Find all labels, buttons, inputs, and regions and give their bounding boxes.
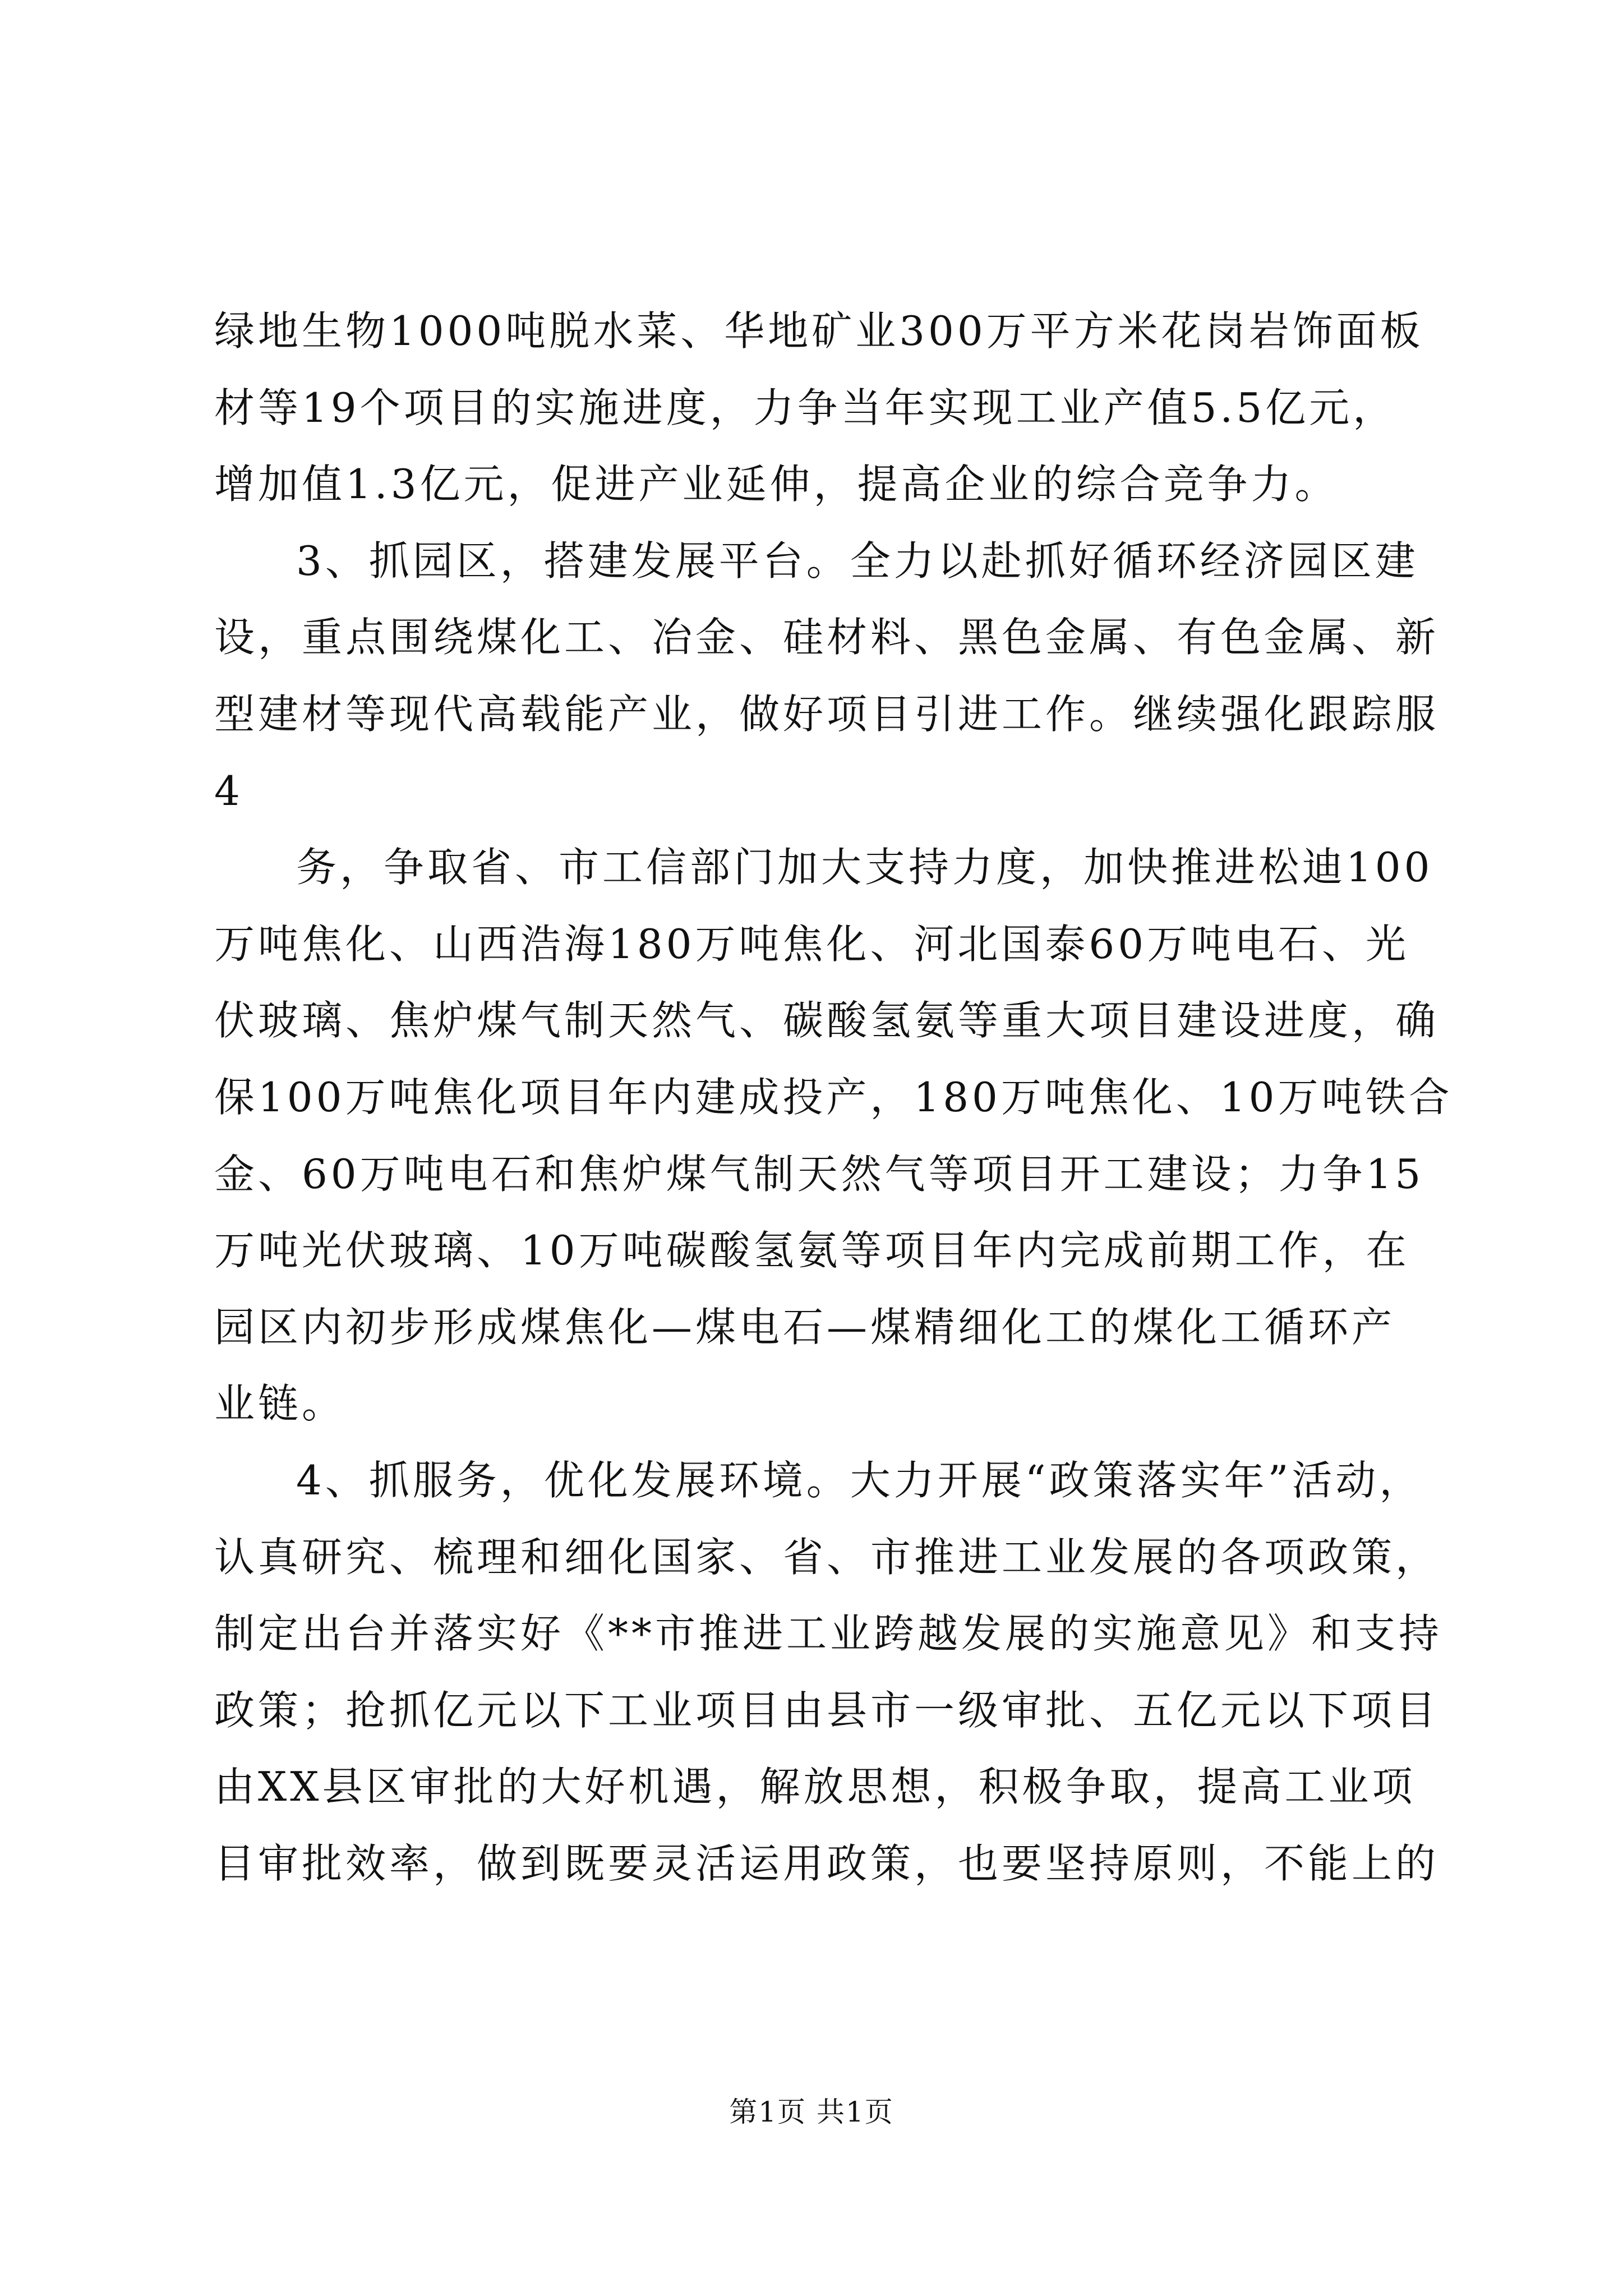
text-line: 保100万吨焦化项目年内建成投产，180万吨焦化、10万吨铁合 — [214, 1073, 1453, 1121]
text-line: 业链。 — [214, 1380, 346, 1428]
text-line: 目审批效率，做到既要灵活运用政策，也要坚持原则，不能上的 — [214, 1839, 1440, 1887]
stray-page-number: 4 — [214, 767, 243, 815]
text-line: 制定出台并落实好《**市推进工业跨越发展的实施意见》和支持 — [214, 1610, 1443, 1658]
text-line: 万吨焦化、山西浩海180万吨焦化、河北国泰60万吨电石、光 — [214, 920, 1410, 968]
paragraph-start-line: 务，争取省、市工信部门加大支持力度，加快推进松迪100 — [296, 844, 1433, 891]
text-line: 政策；抢抓亿元以下工业项目由县市一级审批、五亿元以下项目 — [214, 1686, 1440, 1734]
text-line: 认真研究、梳理和细化国家、省、市推进工业发展的各项政策， — [214, 1533, 1440, 1581]
text-line: 万吨光伏玻璃、10万吨碳酸氢氨等项目年内完成前期工作，在 — [214, 1227, 1410, 1274]
text-line: 由XX县区审批的大好机遇，解放思想，积极争取，提高工业项 — [214, 1763, 1416, 1811]
paragraph-start-line: 3、抓园区，搭建发展平台。全力以赴抓好循环经济园区建 — [296, 537, 1419, 585]
text-line: 设，重点围绕煤化工、冶金、硅材料、黑色金属、有色金属、新 — [214, 614, 1440, 661]
document-body — [214, 293, 1453, 1902]
text-line: 伏玻璃、焦炉煤气制天然气、碳酸氢氨等重大项目建设进度，确 — [214, 997, 1440, 1045]
text-line: 材等19个项目的实施进度，力争当年实现工业产值5.5亿元， — [214, 384, 1397, 431]
paragraph-start-line: 4、抓服务，优化发展环境。大力开展“政策落实年”活动， — [296, 1456, 1423, 1504]
text-line: 金、60万吨电石和焦炉煤气制天然气等项目开工建设；力争15 — [214, 1150, 1424, 1198]
text-line: 增加值1.3亿元，促进产业延伸，提高企业的综合竞争力。 — [214, 461, 1339, 508]
page-footer: 第1页 共1页 — [729, 2096, 894, 2128]
text-line: 园区内初步形成煤焦化—煤电石—煤精细化工的煤化工循环产 — [214, 1303, 1396, 1351]
text-line: 型建材等现代高载能产业，做好项目引进工作。继续强化跟踪服 — [214, 690, 1440, 738]
text-line: 绿地生物1000吨脱水菜、华地矿业300万平方米花岗岩饰面板 — [214, 307, 1424, 355]
